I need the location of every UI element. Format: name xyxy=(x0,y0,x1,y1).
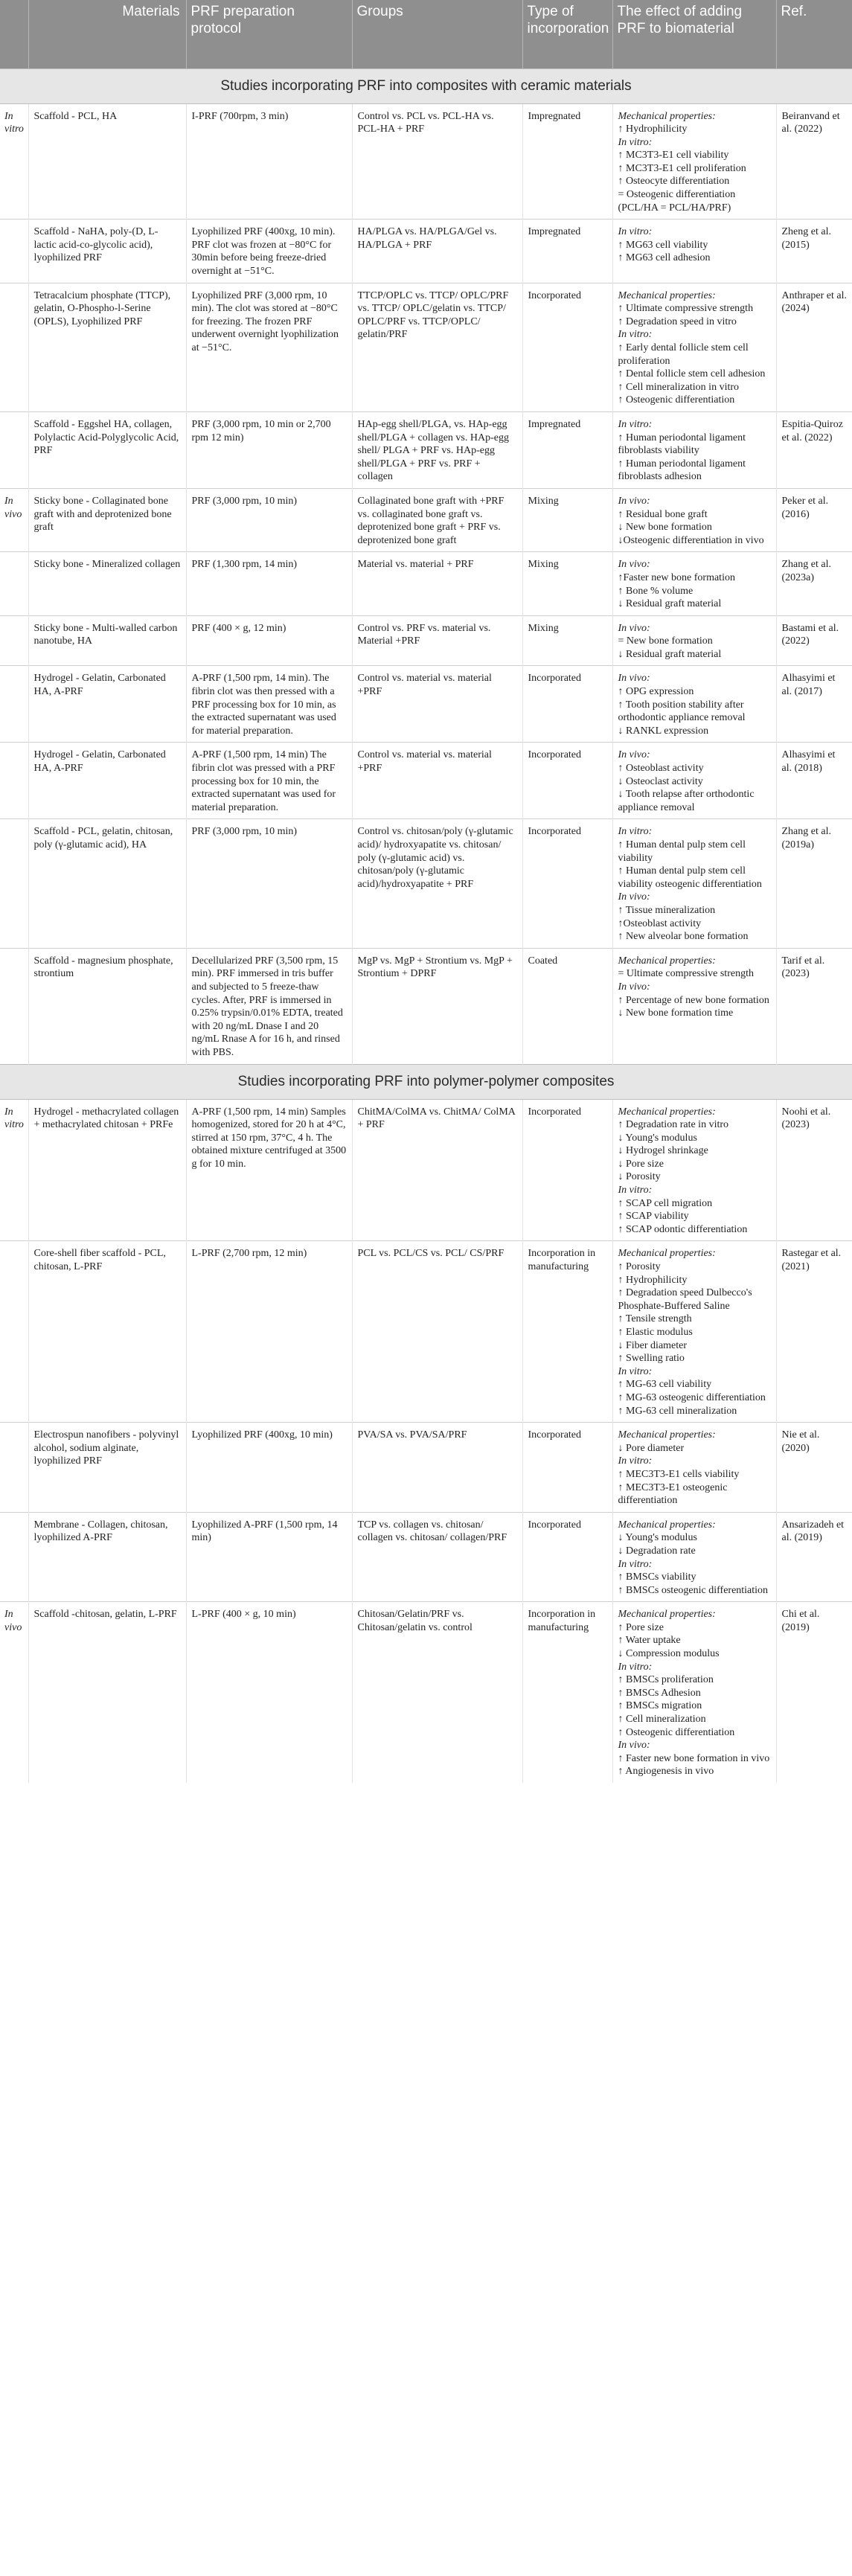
incorporation-cell: Incorporated xyxy=(522,819,612,948)
effect-line: ↑ Cell mineralization xyxy=(618,1714,706,1726)
effect-line: ↓Osteogenic differentiation in vivo xyxy=(618,534,764,546)
research-type-cell xyxy=(0,411,28,488)
effect-line: In vitro: xyxy=(618,136,653,148)
effect-line: ↑ MG-63 cell mineralization xyxy=(618,1405,737,1417)
reference-cell: Bastami et al. (2022) xyxy=(776,615,852,666)
groups-cell: MgP vs. MgP + Strontium vs. MgP + Strontium + DPRF xyxy=(352,948,522,1064)
effect-line: In vitro: xyxy=(618,826,653,838)
research-type-cell xyxy=(0,666,28,743)
effect-line: ↑ MC3T3-E1 cell proliferation xyxy=(618,162,746,174)
effect-line: ↑ Swelling ratio xyxy=(618,1353,685,1365)
effect-line: ↑ Porosity xyxy=(618,1261,661,1273)
research-type-cell: In vitro xyxy=(0,1099,28,1241)
effect-line: ↓ Young's modulus xyxy=(618,1132,697,1144)
effect-cell xyxy=(612,615,776,666)
incorporation-cell: Impregnated xyxy=(522,220,612,283)
groups-cell: Control vs. PCL vs. PCL-HA vs. PCL-HA + PRF xyxy=(352,103,522,220)
groups-cell: HAp-egg shell/PLGA, vs. HAp-egg shell/PLGA + collagen vs. HAp-egg shell/ PLGA + PRF vs. HAp-egg shell/PLGA + PRF vs. PRF + collagen xyxy=(352,411,522,488)
incorporation-cell: Coated xyxy=(522,948,612,1064)
effect-line: ↑ MEC3T3-E1 cells viability xyxy=(618,1468,740,1480)
research-type-cell: In vivo xyxy=(0,488,28,551)
incorporation-cell: Impregnated xyxy=(522,411,612,488)
effect-line: = Ultimate compressive strength xyxy=(618,968,754,980)
header-effect: The effect of adding PRF to biomaterial xyxy=(612,0,776,68)
table-row xyxy=(0,948,852,1064)
groups-cell: PVA/SA vs. PVA/SA/PRF xyxy=(352,1423,522,1513)
effect-line: ↑ MEC3T3-E1 osteogenic differentiation xyxy=(618,1481,728,1507)
protocol-cell: PRF (400 × g, 12 min) xyxy=(186,615,352,666)
effect-line: ↑ Residual bone graft xyxy=(618,508,708,520)
effect-line: ↑ Tensile strength xyxy=(618,1313,692,1325)
reference-cell: Zhang et al. (2023a) xyxy=(776,552,852,615)
incorporation-cell: Incorporated xyxy=(522,283,612,411)
effect-cell xyxy=(612,1423,776,1513)
effect-line: ↓ Hydrogel shrinkage xyxy=(618,1145,708,1157)
materials-cell: Scaffold - Eggshel HA, collagen, Polylactic Acid-Polyglycolic Acid, PRF xyxy=(28,411,186,488)
effect-line: ↓ Pore size xyxy=(618,1158,664,1170)
effect-line: In vitro: xyxy=(618,329,653,341)
reference-cell: Nie et al. (2020) xyxy=(776,1423,852,1513)
research-type-cell xyxy=(0,283,28,411)
groups-cell: Control vs. material vs. material +PRF xyxy=(352,743,522,819)
research-type-cell xyxy=(0,948,28,1064)
table-row xyxy=(0,666,852,743)
table-row xyxy=(0,411,852,488)
effect-cell xyxy=(612,666,776,743)
table-row xyxy=(0,615,852,666)
incorporation-cell: Incorporated xyxy=(522,666,612,743)
reference-cell: Peker et al. (2016) xyxy=(776,488,852,551)
effect-line: ↑ Degradation speed Dulbecco's Phosphate-Buffered Saline xyxy=(618,1287,752,1312)
section-row xyxy=(0,1064,852,1099)
effect-line: ↑ Dental follicle stem cell adhesion xyxy=(618,368,766,380)
groups-cell: Chitosan/Gelatin/PRF vs. Chitosan/gelatin vs. control xyxy=(352,1602,522,1783)
effect-line: ↓ New bone formation time xyxy=(618,1007,734,1019)
groups-cell: Material vs. material + PRF xyxy=(352,552,522,615)
reference-cell: Noohi et al. (2023) xyxy=(776,1099,852,1241)
protocol-cell: L-PRF (400 × g, 10 min) xyxy=(186,1602,352,1783)
effect-line: ↑ BMSCs Adhesion xyxy=(618,1687,701,1699)
groups-cell: HA/PLGA vs. HA/PLGA/Gel vs. HA/PLGA + PRF xyxy=(352,220,522,283)
effect-line: ↓ New bone formation xyxy=(618,522,712,534)
effect-line: ↓ Tooth relapse after orthodontic appliance removal xyxy=(618,789,755,813)
research-type-cell xyxy=(0,819,28,948)
effect-line: In vitro: xyxy=(618,1558,653,1570)
effect-line: Mechanical properties: xyxy=(618,1106,716,1118)
effect-line: ↑ Angiogenesis in vivo xyxy=(618,1766,714,1778)
protocol-cell: L-PRF (2,700 rpm, 12 min) xyxy=(186,1241,352,1423)
groups-cell: TTCP/OPLC vs. TTCP/ OPLC/PRF vs. TTCP/ OPLC/gelatin vs. TTCP/ OPLC/PRF vs. TTCP/OPLC/ gelatin/PRF xyxy=(352,283,522,411)
materials-cell: Tetracalcium phosphate (TTCP), gelatin, O-Phospho-l-Serine (OPLS), Lyophilized PRF xyxy=(28,283,186,411)
reference-cell: Beiranvand et al. (2022) xyxy=(776,103,852,220)
effect-line: ↑ SCAP odontic differentiation xyxy=(618,1223,748,1235)
effect-cell xyxy=(612,1512,776,1602)
effect-cell xyxy=(612,1099,776,1241)
effect-line: Mechanical properties: xyxy=(618,1429,716,1441)
reference-cell: Rastegar et al. (2021) xyxy=(776,1241,852,1423)
effect-line: ↑ Osteoblast activity xyxy=(618,763,704,775)
effect-line: ↑ MG63 cell viability xyxy=(618,239,708,251)
research-type-cell xyxy=(0,1241,28,1423)
effect-line: ↑ Osteocyte differentiation xyxy=(618,176,730,188)
reference-cell: Espitia-Quiroz et al. (2022) xyxy=(776,411,852,488)
protocol-cell: PRF (3,000 rpm, 10 min or 2,700 rpm 12 min) xyxy=(186,411,352,488)
reference-cell: Zhang et al. (2019a) xyxy=(776,819,852,948)
materials-cell: Sticky bone - Multi-walled carbon nanotube, HA xyxy=(28,615,186,666)
effect-cell xyxy=(612,488,776,551)
incorporation-cell: Incorporated xyxy=(522,743,612,819)
effect-line: ↑ Osteogenic differentiation xyxy=(618,394,735,406)
table-row xyxy=(0,1241,852,1423)
effect-line: ↑ Human dental pulp stem cell viability xyxy=(618,839,746,864)
effect-line: ↑ Ultimate compressive strength xyxy=(618,303,754,315)
header-ref: Ref. xyxy=(776,0,852,68)
effect-line: In vivo: xyxy=(618,495,650,507)
protocol-cell: I-PRF (700rpm, 3 min) xyxy=(186,103,352,220)
table-row xyxy=(0,488,852,551)
effect-cell xyxy=(612,1602,776,1783)
effect-line: ↓ Degradation rate xyxy=(618,1545,696,1557)
incorporation-cell: Incorporated xyxy=(522,1423,612,1513)
effect-cell xyxy=(612,743,776,819)
effect-line: = New bone formation xyxy=(618,635,713,647)
effect-line: Mechanical properties: xyxy=(618,110,716,122)
reference-cell: Anthraper et al. (2024) xyxy=(776,283,852,411)
section-title: Studies incorporating PRF into polymer-polymer composites xyxy=(0,1064,852,1099)
effect-cell xyxy=(612,283,776,411)
section-row xyxy=(0,68,852,103)
effect-line: ↑ BMSCs osteogenic differentiation xyxy=(618,1584,769,1596)
effect-line: ↑ New alveolar bone formation xyxy=(618,931,749,943)
effect-line: ↓ Compression modulus xyxy=(618,1648,720,1660)
materials-cell: Scaffold - magnesium phosphate, strontium xyxy=(28,948,186,1064)
effect-line: In vivo: xyxy=(618,749,650,761)
protocol-cell: Lyophilized PRF (3,000 rpm, 10 min). The clot was stored at −80°C for freezing. The frozen PRF underwent overnight lyophilization at −51°C. xyxy=(186,283,352,411)
effect-line: ↑ BMSCs migration xyxy=(618,1700,702,1712)
groups-cell: Control vs. PRF vs. material vs. Material +PRF xyxy=(352,615,522,666)
effect-line: ↑ Percentage of new bone formation xyxy=(618,994,769,1006)
reference-cell: Ansarizadeh et al. (2019) xyxy=(776,1512,852,1602)
materials-cell: Scaffold - PCL, HA xyxy=(28,103,186,220)
effect-line: ↓ Residual graft material xyxy=(618,598,722,610)
protocol-cell: A-PRF (1,500 rpm, 14 min) The fibrin clot was pressed with a PRF processing box for 10 min, the extracted supernatant was used for material preparation. xyxy=(186,743,352,819)
reference-cell: Alhasyimi et al. (2017) xyxy=(776,666,852,743)
protocol-cell: Lyophilized PRF (400xg, 10 min) xyxy=(186,1423,352,1513)
effect-line: ↑ BMSCs proliferation xyxy=(618,1674,714,1686)
effect-line: ↑ MG-63 cell viability xyxy=(618,1379,712,1391)
reference-cell: Zheng et al. (2015) xyxy=(776,220,852,283)
effect-line: ↑ Hydrophilicity xyxy=(618,1274,688,1286)
materials-cell: Hydrogel - Gelatin, Carbonated HA, A-PRF xyxy=(28,743,186,819)
effect-line: In vivo: xyxy=(618,559,650,571)
effect-cell xyxy=(612,103,776,220)
protocol-cell: PRF (3,000 rpm, 10 min) xyxy=(186,488,352,551)
effect-line: ↑ Cell mineralization in vitro xyxy=(618,381,740,393)
incorporation-cell: Incorporated xyxy=(522,1512,612,1602)
table-body xyxy=(0,68,852,1783)
materials-cell: Hydrogel - Gelatin, Carbonated HA, A-PRF xyxy=(28,666,186,743)
reference-cell: Chi et al. (2019) xyxy=(776,1602,852,1783)
effect-cell xyxy=(612,220,776,283)
materials-cell: Electrospun nanofibers - polyvinyl alcohol, sodium alginate, lyophilized PRF xyxy=(28,1423,186,1513)
materials-cell: Core-shell fiber scaffold - PCL, chitosan, L-PRF xyxy=(28,1241,186,1423)
effect-line: Mechanical properties: xyxy=(618,955,716,967)
effect-line: ↑ MC3T3-E1 cell viability xyxy=(618,150,729,161)
effect-line: = Osteogenic differentiation (PCL/HA = PCL/HA/PRF) xyxy=(618,189,736,214)
effect-line: ↑ Faster new bone formation in vivo xyxy=(618,1752,770,1764)
protocol-cell: A-PRF (1,500 rpm, 14 min). The fibrin clot was then pressed with a PRF processing box for 10 min, as the extracted supernatant was used for material preparation. xyxy=(186,666,352,743)
table-row xyxy=(0,220,852,283)
effect-line: In vivo: xyxy=(618,673,650,685)
table-row xyxy=(0,552,852,615)
groups-cell: Control vs. material vs. material +PRF xyxy=(352,666,522,743)
header-protocol: PRF preparation protocol xyxy=(186,0,352,68)
section-title: Studies incorporating PRF into composites with ceramic materials xyxy=(0,68,852,103)
effect-line: ↓ Porosity xyxy=(618,1171,661,1183)
effect-line: In vivo: xyxy=(618,891,650,903)
effect-line: ↑Osteoblast activity xyxy=(618,917,702,929)
effect-line: In vitro: xyxy=(618,1365,653,1377)
effect-line: In vitro: xyxy=(618,1661,653,1673)
table-header xyxy=(0,0,852,68)
effect-line: ↑ MG-63 osteogenic differentiation xyxy=(618,1391,766,1403)
effect-line: In vitro: xyxy=(618,1185,653,1196)
effect-line: ↑ Osteogenic differentiation xyxy=(618,1726,735,1738)
table-row xyxy=(0,1512,852,1602)
effect-line: ↑ Human periodontal ligament fibroblasts viability xyxy=(618,432,746,457)
effect-line: Mechanical properties: xyxy=(618,1609,716,1621)
effect-line: Mechanical properties: xyxy=(618,289,716,301)
effect-line: ↓ Pore diameter xyxy=(618,1442,685,1454)
header-materials: Materials xyxy=(28,0,186,68)
table-row xyxy=(0,103,852,220)
header-incorporation: Type of incorporation xyxy=(522,0,612,68)
table-row xyxy=(0,1423,852,1513)
effect-line: ↑ Early dental follicle stem cell proliferation xyxy=(618,342,749,367)
effect-line: ↑ Degradation speed in vitro xyxy=(618,315,737,327)
effect-cell xyxy=(612,948,776,1064)
materials-cell: Scaffold -chitosan, gelatin, L-PRF xyxy=(28,1602,186,1783)
materials-cell: Sticky bone - Mineralized collagen xyxy=(28,552,186,615)
groups-cell: TCP vs. collagen vs. chitosan/ collagen vs. chitosan/ collagen/PRF xyxy=(352,1512,522,1602)
reference-cell: Tarif et al. (2023) xyxy=(776,948,852,1064)
groups-cell: PCL vs. PCL/CS vs. PCL/ CS/PRF xyxy=(352,1241,522,1423)
research-type-cell: In vivo xyxy=(0,1602,28,1783)
research-type-cell xyxy=(0,220,28,283)
table-row xyxy=(0,283,852,411)
effect-line: ↑Faster new bone formation xyxy=(618,571,735,583)
research-type-cell xyxy=(0,552,28,615)
protocol-cell: Lyophilized PRF (400xg, 10 min). PRF clot was frozen at −80°C for 30min before being freeze-dried overnight at −51°C. xyxy=(186,220,352,283)
incorporation-cell: Mixing xyxy=(522,488,612,551)
effect-line: ↑ Tooth position stability after orthodontic appliance removal xyxy=(618,699,746,724)
effect-line: In vitro: xyxy=(618,226,653,238)
effect-line: ↑ Degradation rate in vitro xyxy=(618,1119,729,1131)
protocol-cell: A-PRF (1,500 rpm, 14 min) Samples homogenized, stored for 20 h at 4°C, stirred at 150 rpm, 37°C, 4 h. The obtained mixture centrifuged at 3500 g for 10 min. xyxy=(186,1099,352,1241)
effect-line: ↑ SCAP viability xyxy=(618,1211,689,1223)
materials-cell: Hydrogel - methacrylated collagen + methacrylated chitosan + PRFe xyxy=(28,1099,186,1241)
effect-line: ↑ Human dental pulp stem cell viability osteogenic differentiation xyxy=(618,865,762,890)
materials-cell: Sticky bone - Collaginated bone graft with and deprotenized bone graft xyxy=(28,488,186,551)
effect-cell xyxy=(612,552,776,615)
effect-cell xyxy=(612,1241,776,1423)
materials-cell: Scaffold - NaHA, poly-(D, L-lactic acid-co-glycolic acid), lyophilized PRF xyxy=(28,220,186,283)
effect-line: ↑ Water uptake xyxy=(618,1635,681,1647)
header-blank xyxy=(0,0,28,68)
effect-line: In vivo: xyxy=(618,1740,650,1752)
effect-line: ↑ Tissue mineralization xyxy=(618,904,716,916)
effect-line: In vitro: xyxy=(618,1455,653,1467)
research-type-cell xyxy=(0,1512,28,1602)
groups-cell: Collaginated bone graft with +PRF vs. collaginated bone graft vs. deprotenized bone graft + PRF vs. deprotenized bone graft xyxy=(352,488,522,551)
effect-line: ↑ Hydrophilicity xyxy=(618,124,688,135)
incorporation-cell: Impregnated xyxy=(522,103,612,220)
effect-line: In vitro: xyxy=(618,418,653,430)
research-type-cell xyxy=(0,615,28,666)
effect-cell xyxy=(612,411,776,488)
effect-line: ↑ Pore size xyxy=(618,1621,664,1633)
table-row xyxy=(0,1099,852,1241)
incorporation-cell: Incorporated xyxy=(522,1099,612,1241)
research-type-cell xyxy=(0,743,28,819)
effect-line: Mechanical properties: xyxy=(618,1248,716,1260)
table-row xyxy=(0,1602,852,1783)
effect-line: ↓ Young's modulus xyxy=(618,1532,697,1544)
protocol-cell: Lyophilized A-PRF (1,500 rpm, 14 min) xyxy=(186,1512,352,1602)
groups-cell: ChitMA/ColMA vs. ChitMA/ ColMA + PRF xyxy=(352,1099,522,1241)
incorporation-cell: Mixing xyxy=(522,615,612,666)
incorporation-cell: Incorporation in manufacturing xyxy=(522,1602,612,1783)
effect-cell xyxy=(612,819,776,948)
groups-cell: Control vs. chitosan/poly (γ-glutamic acid)/ hydroxyapatite vs. chitosan/ poly (γ-glutamic acid) vs. chitosan/poly (γ-glutamic acid)/hydroxyapatite + PRF xyxy=(352,819,522,948)
effect-line: In vivo: xyxy=(618,981,650,993)
protocol-cell: PRF (1,300 rpm, 14 min) xyxy=(186,552,352,615)
materials-cell: Scaffold - PCL, gelatin, chitosan, poly (γ-glutamic acid), HA xyxy=(28,819,186,948)
effect-line: ↑ MG63 cell adhesion xyxy=(618,252,711,264)
table-row xyxy=(0,819,852,948)
effect-line: ↑ SCAP cell migration xyxy=(618,1197,713,1209)
effect-line: ↓ Fiber diameter xyxy=(618,1339,688,1351)
effect-line: ↑ Elastic modulus xyxy=(618,1327,693,1338)
effect-line: ↑ BMSCs viability xyxy=(618,1571,696,1583)
research-type-cell: In vitro xyxy=(0,103,28,220)
reference-cell: Alhasyimi et al. (2018) xyxy=(776,743,852,819)
effect-line: ↓ Osteoclast activity xyxy=(618,775,703,787)
materials-cell: Membrane - Collagen, chitosan, lyophilized A-PRF xyxy=(28,1512,186,1602)
research-type-cell xyxy=(0,1423,28,1513)
effect-line: ↓ RANKL expression xyxy=(618,725,709,737)
effect-line: Mechanical properties: xyxy=(618,1519,716,1531)
header-groups: Groups xyxy=(352,0,522,68)
effect-line: ↑ Human periodontal ligament fibroblasts adhesion xyxy=(618,458,746,483)
effect-line: ↓ Residual graft material xyxy=(618,648,722,660)
incorporation-cell: Incorporation in manufacturing xyxy=(522,1241,612,1423)
effect-line: ↑ Bone % volume xyxy=(618,585,694,597)
protocol-cell: PRF (3,000 rpm, 10 min) xyxy=(186,819,352,948)
effect-line: In vivo: xyxy=(618,622,650,634)
protocol-cell: Decellularized PRF (3,500 rpm, 15 min). PRF immersed in tris buffer and subjected to 5 freeze-thaw cycles. After, PRF is immersed in 0.25% trypsin/0.01% EDTA, treated with 20 ng/mL Dnase I and 20 ng/mL Rnase A for 16 h, and rinsed with PBS. xyxy=(186,948,352,1064)
incorporation-cell: Mixing xyxy=(522,552,612,615)
table-row xyxy=(0,743,852,819)
effect-line: ↑ OPG expression xyxy=(618,686,694,698)
